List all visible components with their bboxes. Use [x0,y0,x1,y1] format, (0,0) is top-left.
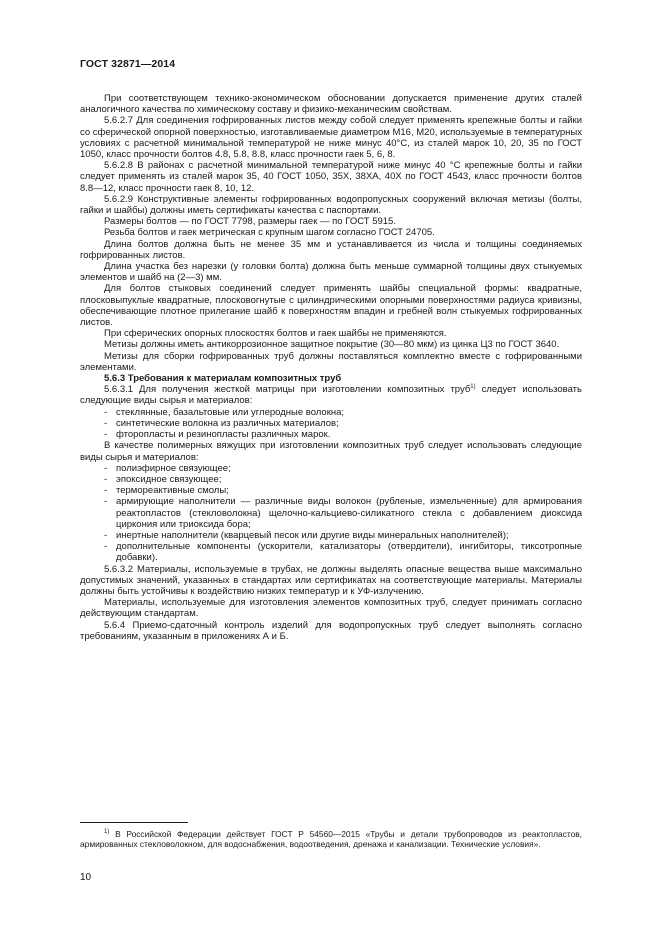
footnote-reference: 1) [470,384,476,391]
paragraph: Длина участка без нарезки (у головки болта) должна быть меньше суммарной толщины двух стыкуемых элементов и шайб на (2—3) мм. [80,261,582,284]
list-item: - термореактивные смолы; [104,485,582,496]
paragraph: Резьба болтов и гаек метрическая с крупным шагом согласно ГОСТ 24705. [104,227,435,239]
paragraph: Длина болтов должна быть не менее 35 мм и устанавливается из числа и толщины соединяемых гофрированных листов. [80,238,582,261]
footnote-body: В Российской Федерации действует ГОСТ Р 54560—2015 «Трубы и детали трубопроводов из реактопластов, армированных стекловолокном, для водоснабжения, водоотведения, дренажа и канализации. Технические условия». [80,829,582,849]
bullet-list [80,407,582,441]
paragraph: Метизы для сборки гофрированных труб должны поставляться комплектно вместе с гофрированными элементами. [80,350,582,373]
section-heading: 5.6.3 Требования к материалам композитных труб [104,373,342,385]
paragraph: 5.6.3.2 Материалы, используемые в трубах, не должны выделять опасные вещества выше максимально допустимых значений, указанных в стандартах или сертификатах на соответствующие материалы. Материалы должны быть устойчивы к воздействию низких температур и к УФ-излучению. [80,563,582,597]
list-item: - инертные наполнители (кварцевый песок или другие виды минеральных наполнителей); [104,530,582,541]
paragraph-text: следует использовать следующие виды сырья и материалов: [80,384,582,407]
footnote-mark: 1) [104,829,110,835]
list-item: - армирующие наполнители — различные виды волокон (рубленые, измельченные) для армирования реактопластов (стекловолокна) щелочно-кальциево-силикатного стекла с добавлением диоксида циркония или триоксида бора; [104,496,582,530]
paragraph: Для болтов стыковых соединений следует применять шайбы специальной формы: квадратные, плосковыпуклые квадратные, плосковогнутые с цилиндрическими опорными поверхностями радиуса кривизны, обеспечивающие плотное прилегание шайб к поверхностям впадин и гребней волн стыкуемых гофрированных листов. [80,283,582,329]
footnote-separator [80,822,188,823]
paragraph: При соответствующем технико-экономическом обосновании допускается применение других сталей аналогичного качества по химическому составу и физико-механическим свойствам. [80,93,582,116]
footnote [80,829,582,849]
paragraph: При сферических опорных плоскостях болтов и гаек шайбы не применяются. [104,328,447,340]
list-item: - полиэфирное связующее; [104,463,582,474]
paragraph: Метизы должны иметь антикоррозионное защитное покрытие (30—80 мкм) из цинка Ц3 по ГОСТ 3640. [104,339,560,351]
paragraph: 5.6.2.8 В районах с расчетной минимальной температурой ниже минус 40 °С крепежные болты и гайки следует применять из сталей марок 35, 40 ГОСТ 1050, 35Х, 38ХА, 40Х по ГОСТ 4543, класс прочности болтов 8.8—12, класс прочности гаек 8, 10, 12. [80,160,582,194]
paragraph: В качестве полимерных вяжущих при изготовлении композитных труб следует использовать следующие виды сырья и материалов: [80,440,582,463]
paragraph: 5.6.4 Приемо-сдаточный контроль изделий для водопропускных труб следует выполнять согласно требованиям, указанным в приложениях А и Б. [80,619,582,642]
paragraph [80,384,582,406]
list-item: - эпоксидное связующее; [104,474,582,485]
list-item: - фторопласты и резинопласты различных марок. [104,429,582,440]
paragraph: Размеры болтов — по ГОСТ 7798, размеры гаек — по ГОСТ 5915. [104,216,396,228]
paragraph: Материалы, используемые для изготовления элементов композитных труб, следует принимать согласно действующим стандартам. [80,597,582,620]
list-item: - дополнительные компоненты (ускорители, катализаторы (отвердители), ингибиторы, тиксотропные добавки). [104,541,582,563]
bullet-list [80,463,582,564]
list-item: - стеклянные, базальтовые или углеродные волокна; [104,407,582,418]
paragraph-text: 5.6.3.1 Для получения жесткой матрицы при изготовлении композитных труб [104,384,471,396]
running-header: ГОСТ 32871—2014 [80,58,176,70]
paragraph: 5.6.2.7 Для соединения гофрированных листов между собой следует применять крепежные болты и гайки со сферической опорной поверхностью, изготавливаемые диаметром М16, М20, используемые в температурных условиях с расчетной минимальной температурой не ниже минус 40°С, из сталей марок 10, 20, 35 по ГОСТ 1050, класс прочности болтов 4.8, 5.8, 8.8, класс прочности гаек 5, 6, 8. [80,115,582,161]
page-number: 10 [80,872,92,883]
footnote-text [80,829,582,849]
body-text [80,93,582,642]
paragraph: 5.6.2.9 Конструктивные элементы гофрированных водопропускных сооружений включая метизы (болты, гайки и шайбы) должны иметь сертификаты качества с паспортами. [80,193,582,217]
list-item: - синтетические волокна из различных материалов; [104,418,582,429]
